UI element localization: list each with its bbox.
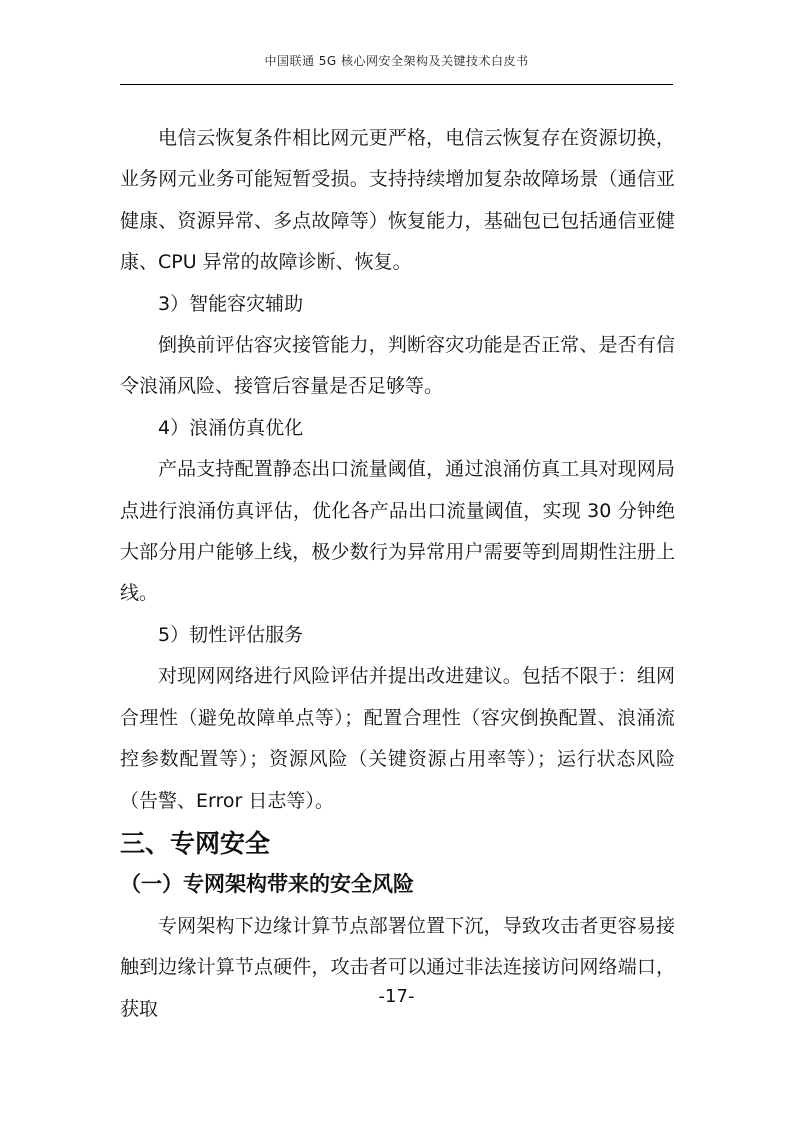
header-divider (120, 84, 673, 85)
subheading-intelligent-disaster-recovery: 3）智能容灾辅助 (158, 292, 304, 315)
document-body (120, 118, 675, 1030)
subsection-heading-private-network-risks: （一）专网架构带来的安全风险 (120, 871, 414, 896)
section-heading-private-network-security: 三、专网安全 (120, 828, 271, 858)
paragraph-risk-assessment: 对现网网络进行风险评估并提出改进建议。包括不限于：组网合理性（避免故障单点等）；配置合理性（容灾倒换配置、浪涌流控参数配置等）；资源风险（关键资源占用率等）；运行状态风险（告警、Error 日志等）。 (120, 665, 675, 812)
paragraph-edge-computing-risk: 专网架构下边缘计算节点部署位置下沉，导致攻击者更容易接触到边缘计算节点硬件，攻击者可以通过非法连接访问网络端口，获取 (120, 914, 675, 1020)
page-number: -17- (378, 986, 415, 1007)
subheading-resilience-assessment: 5）韧性评估服务 (158, 623, 304, 646)
paragraph-telecom-cloud-recovery: 电信云恢复条件相比网元更严格，电信云恢复存在资源切换，业务网元业务可能短暂受损。支持持续增加复杂故障场景（通信亚健康、资源异常、多点故障等）恢复能力，基础包已包括通信亚健康、CPU 异常的故障诊断、恢复。 (120, 127, 675, 274)
paragraph-surge-simulation: 产品支持配置静态出口流量阈值，通过浪涌仿真工具对现网局点进行浪涌仿真评估，优化各产品出口流量阈值，实现 30 分钟绝大部分用户能够上线，极少数行为异常用户需要等到周期性注册上线。 (120, 458, 675, 605)
subheading-surge-simulation: 4）浪涌仿真优化 (158, 416, 304, 439)
paragraph-disaster-recovery-assessment: 倒换前评估容灾接管能力，判断容灾功能是否正常、是否有信令浪涌风险、接管后容量是否足够等。 (120, 334, 675, 398)
document-header-title: 中国联通 5G 核心网安全架构及关键技术白皮书 (264, 54, 529, 68)
